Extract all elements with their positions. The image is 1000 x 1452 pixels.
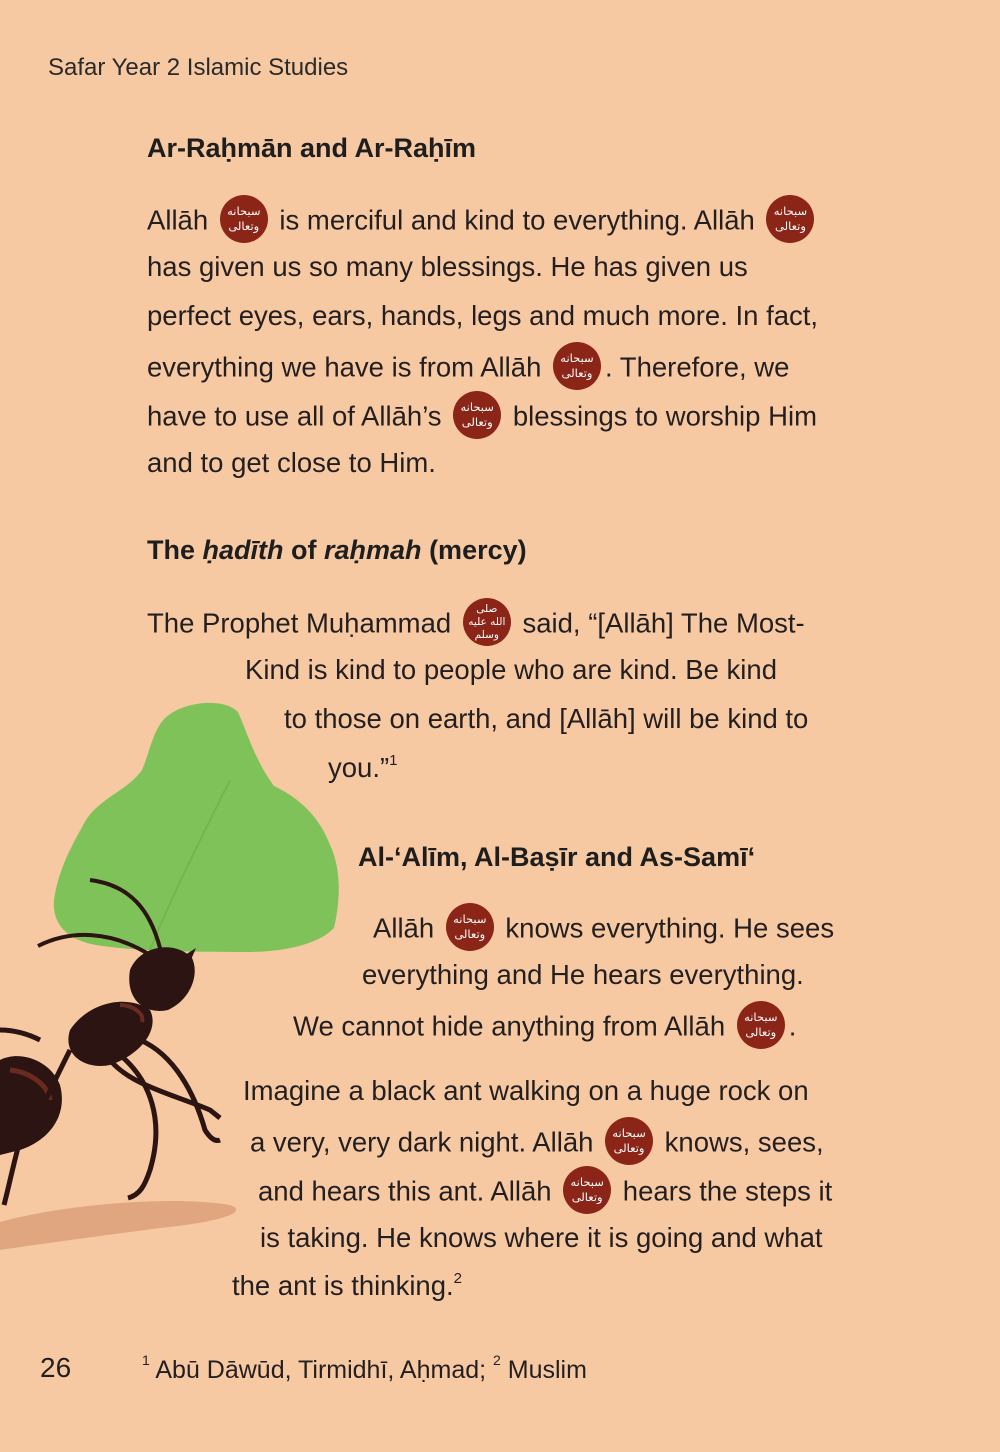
- section-heading-hadith: The ḥadīth of raḥmah (mercy): [147, 535, 527, 565]
- paragraph-line: Allāh سبحانه وتعالى knows everything. He sees: [373, 906, 834, 954]
- paragraph-line: Allāh سبحانه وتعالى is merciful and kind to everything. Allāh سبحانه وتعالى: [147, 198, 818, 246]
- subhanahu-wa-taala-seal-icon: سبحانه وتعالى: [553, 342, 601, 390]
- paragraph-line: The Prophet Muḥammad صلى الله عليه وسلم said, “[Allāh] The Most-: [147, 601, 805, 649]
- paragraph-line: is taking. He knows where it is going and what: [260, 1222, 823, 1253]
- subhanahu-wa-taala-seal-icon: سبحانه وتعالى: [220, 195, 268, 243]
- ant-leg: [110, 1060, 220, 1118]
- subhanahu-wa-taala-seal-icon: سبحانه وتعالى: [766, 195, 814, 243]
- paragraph-line: and hears this ant. Allāh سبحانه وتعالى hears the steps it: [258, 1169, 832, 1217]
- running-head: Safar Year 2 Islamic Studies: [48, 54, 349, 81]
- paragraph-line: have to use all of Allāh’s سبحانه وتعالى blessings to worship Him: [147, 394, 817, 442]
- ant-leg: [0, 1030, 40, 1040]
- subhanahu-wa-taala-seal-icon: سبحانه وتعالى: [453, 391, 501, 439]
- leaf-shape: [54, 703, 339, 952]
- paragraph-line: to those on earth, and [Allāh] will be kind to: [284, 703, 809, 734]
- paragraph-line: and to get close to Him.: [147, 447, 436, 478]
- ant-shadow: [0, 1201, 236, 1250]
- sallallahu-alayhi-wasallam-seal-icon: صلى الله عليه وسلم: [463, 598, 511, 646]
- paragraph-line: a very, very dark night. Allāh سبحانه وتعالى knows, sees,: [250, 1120, 824, 1168]
- paragraph-line: everything and He hears everything.: [362, 959, 804, 990]
- footnote: $^1$ Abū Dāwūd, Tirmidhī, Aḥmad; $^2$ Muslim: [142, 1351, 587, 1384]
- paragraph-line: Kind is kind to people who are kind. Be kind: [245, 654, 777, 685]
- subhanahu-wa-taala-seal-icon: سبحانه وتعالى: [737, 1001, 785, 1049]
- subhanahu-wa-taala-seal-icon: سبحانه وتعالى: [563, 1166, 611, 1214]
- paragraph-line: you.”$^1$: [328, 751, 398, 783]
- paragraph-line: Imagine a black ant walking on a huge rock on: [243, 1075, 809, 1106]
- page-number: 26: [40, 1352, 72, 1383]
- section-heading-rahman: Ar-Raḥmān and Ar-Raḥīm: [147, 133, 477, 163]
- subhanahu-wa-taala-seal-icon: سبحانه وتعالى: [446, 903, 494, 951]
- ant-head: [129, 947, 195, 1011]
- paragraph-line: has given us so many blessings. He has given us: [147, 251, 748, 282]
- paragraph-line: perfect eyes, ears, hands, legs and much more. In fact,: [147, 300, 819, 331]
- paragraph-line: We cannot hide anything from Allāh سبحانه وتعالى .: [293, 1004, 796, 1052]
- paragraph-line: everything we have is from Allāh سبحانه وتعالى . Therefore, we: [147, 345, 789, 393]
- subhanahu-wa-taala-seal-icon: سبحانه وتعالى: [605, 1117, 653, 1165]
- paragraph-line: the ant is thinking.$^2$: [232, 1269, 463, 1301]
- footnote-ref: 2: [453, 1269, 463, 1287]
- footnote-ref: 1: [389, 751, 398, 769]
- section-heading-alim: Al-‘Alīm, Al-Baṣīr and As-Samī‘: [358, 842, 756, 872]
